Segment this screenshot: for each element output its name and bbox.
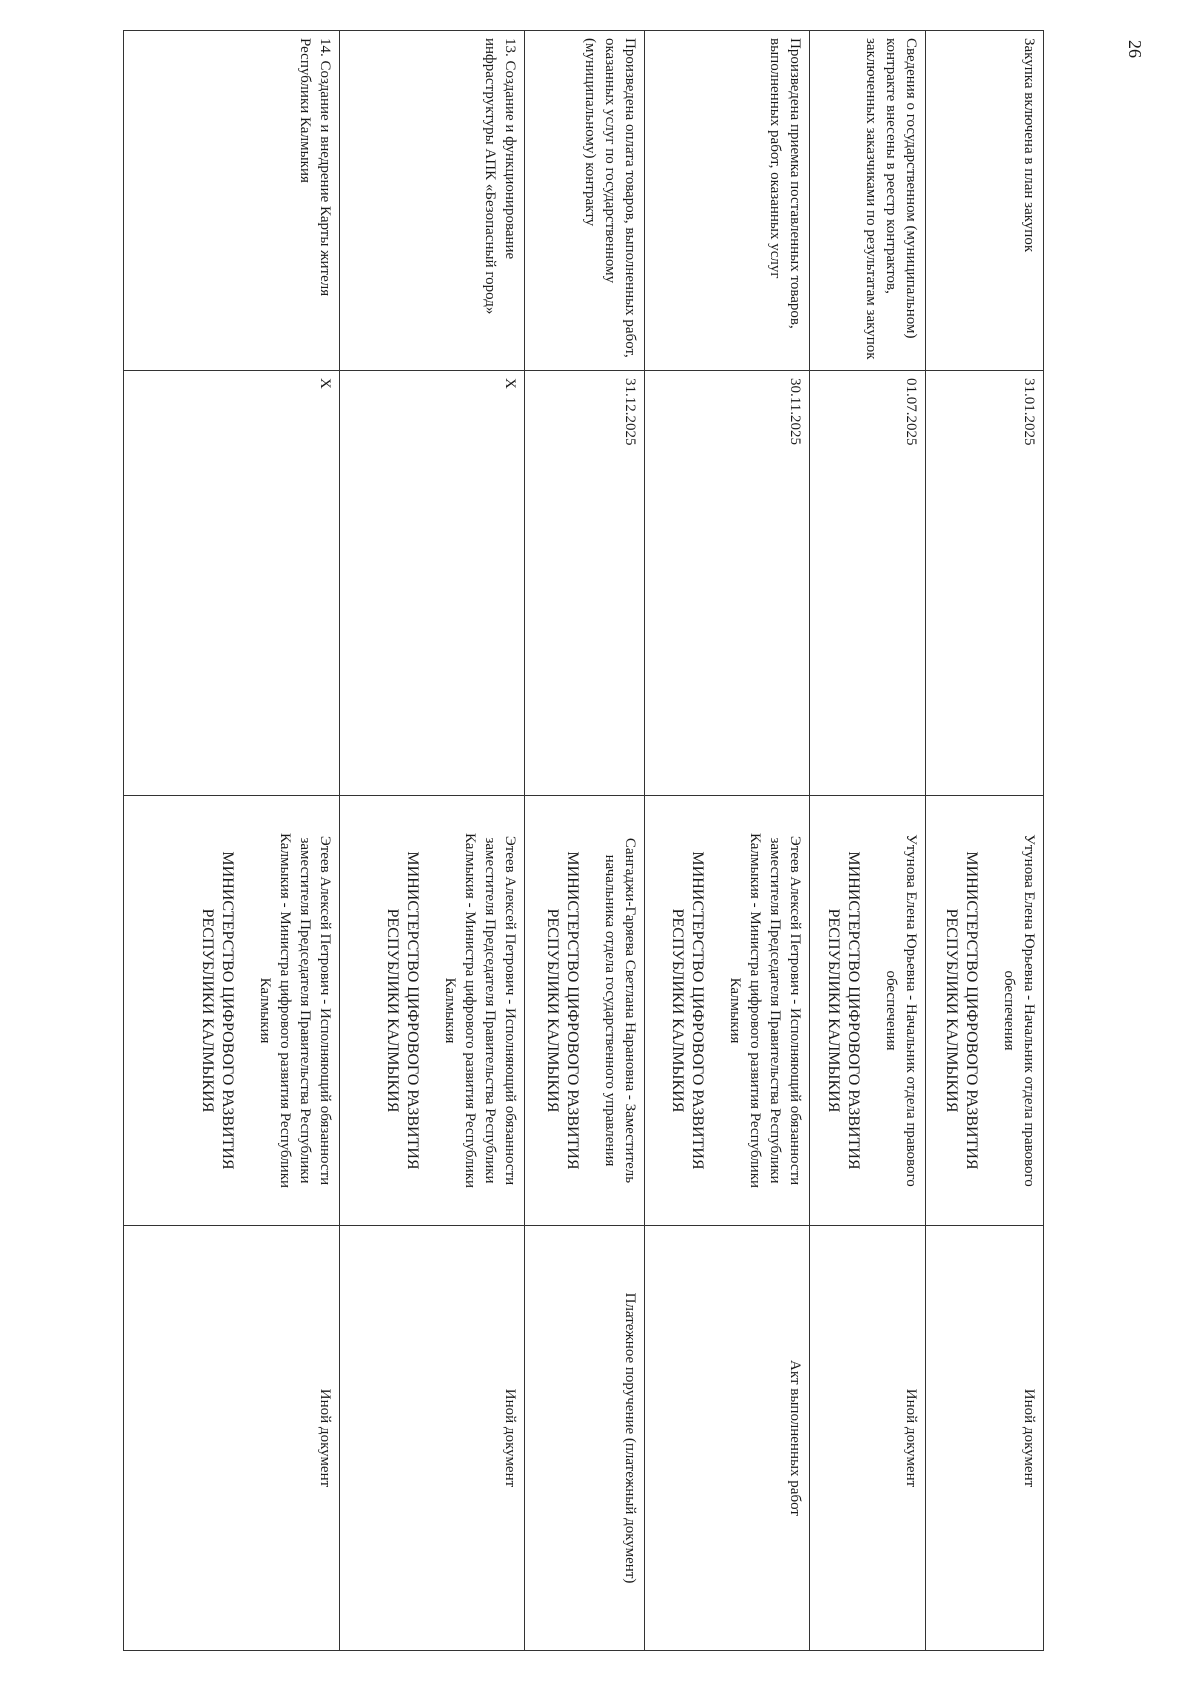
table-row xyxy=(525,31,645,1651)
table-row xyxy=(810,31,926,1651)
date-cell: 01.07.2025 xyxy=(810,371,926,796)
page-number: 26 xyxy=(1125,40,1145,58)
document-cell: Платежное поручение (платежный документ) xyxy=(525,1226,645,1651)
control-points-table xyxy=(123,30,1044,1651)
date-cell: X xyxy=(340,371,525,796)
date-cell: 31.01.2025 xyxy=(926,371,1044,796)
date-cell: X xyxy=(124,371,340,796)
responsible-org: МИНИСТЕРСТВО ЦИФРОВОГО РАЗВИТИЯ РЕСПУБЛИКИ КАЛМЫКИЯ xyxy=(544,851,581,1170)
document-cell: Иной документ xyxy=(340,1226,525,1651)
event-cell: 13. Создание и функционирование инфраструктуры АПК «Безопасный город» xyxy=(340,31,525,371)
responsible-cell xyxy=(810,796,926,1226)
responsible-cell xyxy=(340,796,525,1226)
event-cell: 14. Создание и внедрение Карты жителя Республики Калмыкия xyxy=(124,31,340,371)
table-row xyxy=(645,31,810,1651)
responsible-org: МИНИСТЕРСТВО ЦИФРОВОГО РАЗВИТИЯ РЕСПУБЛИКИ КАЛМЫКИЯ xyxy=(199,851,236,1170)
responsible-cell xyxy=(645,796,810,1226)
document-cell: Акт выполненных работ xyxy=(645,1226,810,1651)
responsible-cell xyxy=(525,796,645,1226)
document-cell: Иной документ xyxy=(124,1226,340,1651)
event-cell: Сведения о государственном (муниципальном) контракте внесены в реестр контрактов, заключенных заказчиками по результатам закупок xyxy=(810,31,926,371)
document-table-wrapper xyxy=(124,30,1044,1650)
responsible-cell xyxy=(926,796,1044,1226)
responsible-cell xyxy=(124,796,340,1226)
event-cell: Закупка включена в план закупок xyxy=(926,31,1044,371)
responsible-person: Этеев Алексей Петрович - Исполняющий обязанности заместителя Председателя Правительства Республики Калмыкия - Министра цифрового развития Республики Калмыкия xyxy=(257,832,333,1189)
responsible-org: МИНИСТЕРСТВО ЦИФРОВОГО РАЗВИТИЯ РЕСПУБЛИКИ КАЛМЫКИЯ xyxy=(669,851,706,1170)
document-cell: Иной документ xyxy=(810,1226,926,1651)
responsible-org: МИНИСТЕРСТВО ЦИФРОВОГО РАЗВИТИЯ РЕСПУБЛИКИ КАЛМЫКИЯ xyxy=(384,851,421,1170)
responsible-org: МИНИСТЕРСТВО ЦИФРОВОГО РАЗВИТИЯ РЕСПУБЛИКИ КАЛМЫКИЯ xyxy=(943,851,980,1170)
date-cell: 30.11.2025 xyxy=(645,371,810,796)
document-cell: Иной документ xyxy=(926,1226,1044,1651)
responsible-person: Этеев Алексей Петрович - Исполняющий обязанности заместителя Председателя Правительства Республики Калмыкия - Министра цифрового развития Республики Калмыкия xyxy=(727,832,803,1189)
responsible-org: МИНИСТЕРСТВО ЦИФРОВОГО РАЗВИТИЯ РЕСПУБЛИКИ КАЛМЫКИЯ xyxy=(825,851,862,1170)
responsible-person: Этеев Алексей Петрович - Исполняющий обязанности заместителя Председателя Правительства Республики Калмыкия - Министра цифрового развития Республики Калмыкия xyxy=(442,832,518,1189)
table-row xyxy=(124,31,340,1651)
event-cell: Произведена оплата товаров, выполненных работ, оказанных услуг по государственному (муниципальному) контракту xyxy=(525,31,645,371)
responsible-person: Утунова Елена Юрьевна - Начальник отдела правового обеспечения xyxy=(883,834,919,1187)
event-cell: Произведена приемка поставленных товаров, выполненных работ, оказанных услуг xyxy=(645,31,810,371)
responsible-person: Утунова Елена Юрьевна - Начальник отдела правового обеспечения xyxy=(1001,834,1037,1187)
table-row xyxy=(340,31,525,1651)
table-row xyxy=(926,31,1044,1651)
date-cell: 31.12.2025 xyxy=(525,371,645,796)
responsible-person: Сангаджи-Гаряева Светлана Нарановна - Заместитель начальника отдела государственного управления xyxy=(602,837,638,1184)
